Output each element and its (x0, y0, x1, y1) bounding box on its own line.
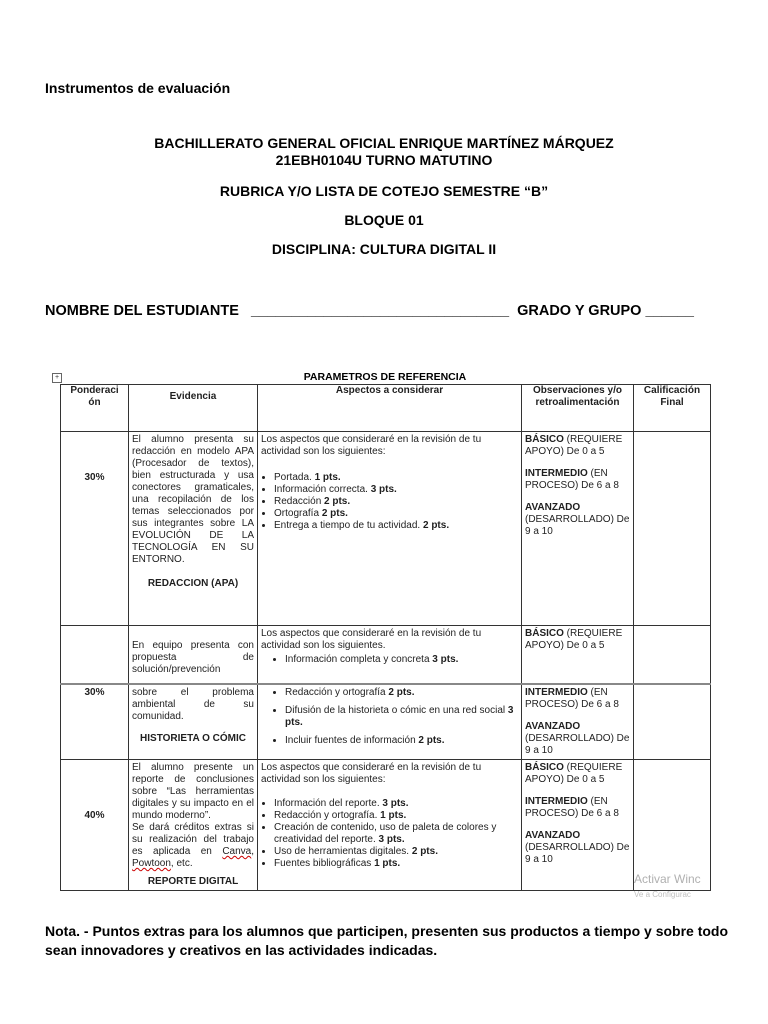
list-item: • Información correcta. 3 pts. (274, 484, 518, 496)
school-name: BACHILLERATO GENERAL OFICIAL ENRIQUE MARTÍNEZ MÁRQUEZ (154, 135, 614, 151)
evidence-label: REDACCION (APA) (147, 578, 239, 589)
evidence-cell: El alumno presenta su redacción en modelo APA (Procesador de textos), bien estructurada y usa conectores gramaticales, una recopilación de los temas seleccionados por sus integrantes sobre LA EVOLUCIÓN DE LA TECNOLOGÍA EN SU ENTORNO. REDACCION (APA) (129, 432, 258, 626)
activation-watermark-sub: Ve a Configurac (634, 890, 691, 899)
col-ponderacion: Ponderaci ón (61, 385, 129, 432)
weight-cell (61, 626, 129, 684)
weight-cell: 30% (61, 684, 129, 760)
observations-cell: BÁSICO (REQUIERE APOYO) De 0 a 5 INTERMEDIO (EN PROCESO) De 6 a 8 AVANZADO (DESARROLLADO) De 9 a 10 (522, 760, 634, 891)
weight-cell: 30% (61, 432, 129, 626)
list-item: • Difusión de la historieta o cómic en una red social 3 pts. (285, 705, 518, 729)
grade-cell (634, 432, 711, 626)
aspects-cell: Los aspectos que consideraré en la revisión de tu actividad son los siguientes: • Portada. 1 pts. • Información correcta. 3 pts. • Redacción 2 pts. • Ortografía 2 pts. • Entrega a tiempo de tu actividad. 2 pts. (258, 432, 522, 626)
evidence-label: HISTORIETA O CÓMIC (140, 732, 246, 744)
list-item: • Portada. 1 pts. (274, 472, 518, 484)
evidence-label: REPORTE DIGITAL (147, 876, 239, 887)
list-item: • Creación de contenido, uso de paleta de colores y creatividad del reporte. 3 pts. (274, 822, 518, 846)
table-row (61, 760, 711, 891)
rubric-table (60, 384, 711, 891)
student-name-label: NOMBRE DEL ESTUDIANTE (45, 303, 239, 319)
group-blank: ______ (645, 303, 694, 319)
discipline-title: DISCIPLINA: CULTURA DIGITAL II (271, 241, 497, 257)
table-row (61, 684, 711, 760)
list-item: • Redacción y ortografía 2 pts. (285, 687, 518, 699)
rubric-image (54, 363, 710, 899)
grade-cell (634, 760, 711, 891)
note-paragraph: Nota. - Puntos extras para los alumnos que participen, presenten sus productos a tiempo y sobre todo sean innovadores y creativos en las actividades indicadas. (45, 923, 729, 958)
observations-cell: BÁSICO (REQUIERE APOYO) De 0 a 5 (522, 626, 634, 684)
school-code: 21EBH0104U TURNO MATUTINO (275, 152, 493, 168)
list-item: • Ortografía 2 pts. (274, 508, 518, 520)
table-row (61, 432, 711, 626)
evidence-cell: En equipo presenta con propuesta de solución/prevención (129, 626, 258, 684)
col-calificacion: Calificación Final (634, 385, 711, 432)
aspects-cell: Los aspectos que consideraré en la revisión de tu actividad son los siguientes: • Información del reporte. 3 pts. • Redacción y ortografía. 1 pts. • Creación de contenido, uso de paleta de colores y creatividad del reporte. 3 pts. • Uso de herramientas digitales. 2 pts. • Fuentes bibliográficas 1 pts. (258, 760, 522, 891)
weight-cell: 40% (61, 760, 129, 891)
block-title: BLOQUE 01 (344, 212, 424, 228)
student-name-blank: ________________________________ (250, 303, 510, 319)
table-header-row (61, 385, 711, 432)
table-title: PARAMETROS DE REFERENCIA (303, 371, 467, 383)
group-label: GRADO Y GRUPO (517, 303, 642, 319)
list-item: • Uso de herramientas digitales. 2 pts. (274, 846, 518, 858)
student-line (45, 303, 694, 319)
list-item: • Fuentes bibliográficas 1 pts. (274, 858, 518, 870)
observations-cell: BÁSICO (REQUIERE APOYO) De 0 a 5 INTERMEDIO (EN PROCESO) De 6 a 8 AVANZADO (DESARROLLADO) De 9 a 10 (522, 432, 634, 626)
table-row (61, 626, 711, 684)
aspects-cell (258, 684, 522, 760)
col-observaciones: Observaciones y/o retroalimentación (522, 385, 634, 432)
activation-watermark: Activar Winc (634, 872, 701, 886)
col-evidencia: Evidencia (129, 385, 258, 432)
list-item: • Entrega a tiempo de tu actividad. 2 pts. (274, 520, 518, 532)
evidence-cell: sobre el problema ambiental de su comunidad. HISTORIETA O CÓMIC (129, 684, 258, 760)
list-item: • Redacción 2 pts. (274, 496, 518, 508)
grade-cell (634, 626, 711, 684)
evidence-cell: El alumno presente un reporte de conclusiones sobre “Las herramientas digitales y su impacto en el mundo moderno”. Se dará créditos extras si su realización del trabajo es aplicada en Canva, Powtoon, etc. REPORTE DIGITAL (129, 760, 258, 891)
grade-cell (634, 684, 711, 760)
observations-cell: INTERMEDIO (EN PROCESO) De 6 a 8 AVANZADO (DESARROLLADO) De 9 a 10 (522, 684, 634, 760)
list-item: • Información completa y concreta 3 pts. (285, 654, 518, 666)
intro-heading: Instrumentos de evaluación (45, 80, 231, 96)
table-move-handle-icon[interactable]: + (52, 373, 62, 383)
list-item: • Incluir fuentes de información 2 pts. (285, 735, 518, 747)
list-item: • Información del reporte. 3 pts. (274, 798, 518, 810)
rubric-title: RUBRICA Y/O LISTA DE COTEJO SEMESTRE “B” (219, 183, 549, 199)
aspects-cell: Los aspectos que consideraré en la revisión de tu actividad son los siguientes. • Información completa y concreta 3 pts. (258, 626, 522, 684)
col-aspectos: Aspectos a considerar (258, 385, 522, 432)
list-item: • Redacción y ortografía. 1 pts. (274, 810, 518, 822)
